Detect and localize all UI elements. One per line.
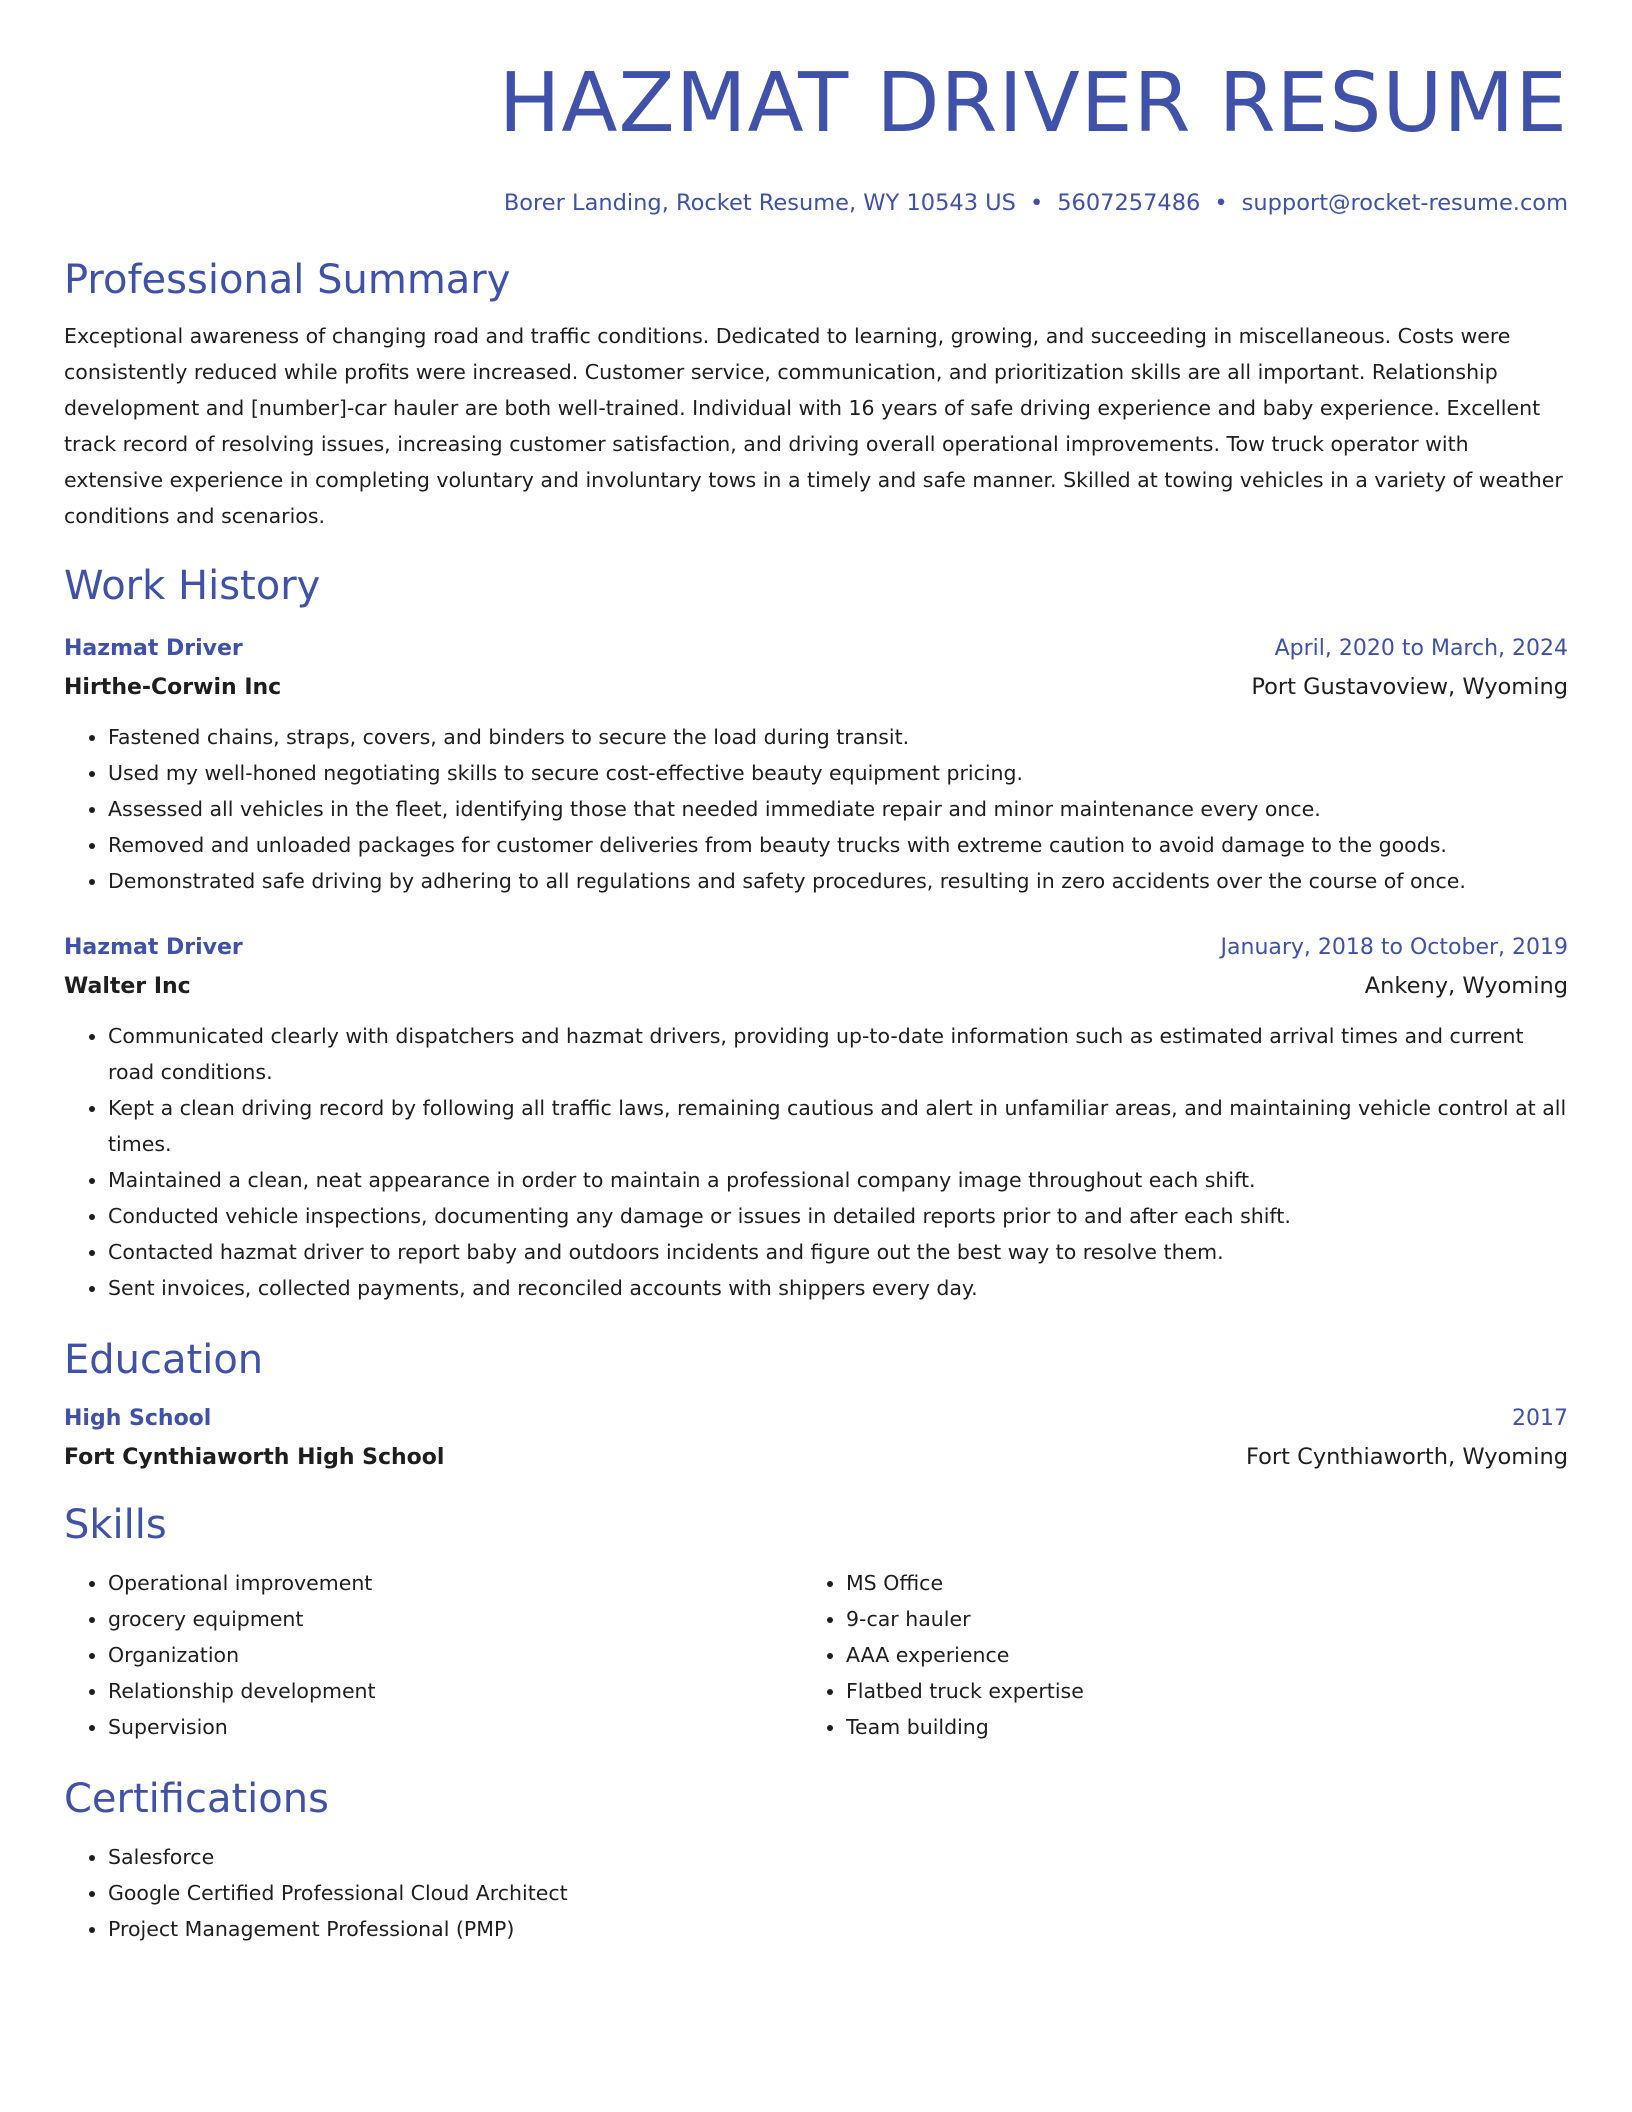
list-item: • Relationship development	[108, 1673, 802, 1709]
list-item: • Team building	[846, 1709, 1302, 1745]
education-degree: High School	[64, 1406, 212, 1431]
resume-title: HAZMAT DRIVER RESUME	[498, 56, 1568, 151]
list-item: • Supervision	[108, 1709, 802, 1745]
list-item: • Project Management Professional (PMP)	[108, 1911, 1568, 1947]
list-item: • Removed and unloaded packages for customer deliveries from beauty trucks with extreme caution to avoid damage to the goods.	[108, 827, 1568, 863]
summary-text: Exceptional awareness of changing road and traffic conditions. Dedicated to learning, growing, and succeeding in miscellaneous. Costs were consistently reduced while profits were increased. Customer service, communication, and prioritization skills are all important. Relationship development and [number]-car hauler are both well-trained. Individual with 16 years of safe driving experience and baby experience. Excellent track record of resolving issues, increasing customer satisfaction, and driving overall operational improvements. Tow truck operator with extensive experience in completing voluntary and involuntary tows in a timely and safe manner. Skilled at towing vehicles in a variety of weather conditions and scenarios.	[64, 324, 1563, 528]
list-item: • MS Office	[846, 1565, 1302, 1601]
section-title-work-history: Work History	[64, 563, 321, 609]
skills-list	[64, 1565, 802, 1745]
job-bullets	[64, 1018, 1568, 1306]
skills-grid	[64, 1565, 1568, 1745]
section-title-summary: Professional Summary	[64, 257, 511, 303]
job-entry	[64, 634, 1568, 899]
contact-separator: •	[1029, 190, 1044, 216]
section-title-education: Education	[64, 1337, 264, 1383]
education-school: Fort Cynthiaworth High School	[64, 1445, 445, 1470]
list-item: • 9-car hauler	[846, 1601, 1302, 1637]
resume-header	[64, 56, 1568, 218]
list-item: • Salesforce	[108, 1839, 1568, 1875]
certifications-list	[64, 1839, 1568, 1947]
section-title-certifications: Certifications	[64, 1776, 329, 1822]
list-item: • Organization	[108, 1637, 802, 1673]
education-location: Fort Cynthiaworth, Wyoming	[1246, 1444, 1568, 1470]
job-company: Walter Inc	[64, 974, 191, 999]
list-item: • Flatbed truck expertise	[846, 1673, 1302, 1709]
skills-column-right	[802, 1565, 1302, 1745]
list-item: • AAA experience	[846, 1637, 1302, 1673]
job-company: Hirthe-Corwin Inc	[64, 675, 282, 700]
contact-email: support@rocket-resume.com	[1241, 190, 1568, 216]
list-item: • Used my well-honed negotiating skills to secure cost-effective beauty equipment pricing.	[108, 755, 1568, 791]
skills-column-left	[64, 1565, 802, 1745]
job-dates: April, 2020 to March, 2024	[1274, 636, 1568, 661]
education-entry	[64, 1404, 1568, 1473]
skills-list	[802, 1565, 1302, 1745]
list-item: • grocery equipment	[108, 1601, 802, 1637]
list-item: • Sent invoices, collected payments, and reconciled accounts with shippers every day.	[108, 1270, 1568, 1306]
education-year: 2017	[1512, 1406, 1568, 1431]
contact-separator: •	[1214, 190, 1228, 216]
job-entry	[64, 933, 1568, 1306]
section-title-skills: Skills	[64, 1502, 167, 1548]
list-item: • Assessed all vehicles in the fleet, identifying those that needed immediate repair and minor maintenance every once.	[108, 791, 1568, 827]
job-role: Hazmat Driver	[64, 935, 243, 960]
contact-phone: 5607257486	[1057, 190, 1201, 216]
job-role: Hazmat Driver	[64, 636, 243, 661]
list-item: • Google Certified Professional Cloud Architect	[108, 1875, 1568, 1911]
list-item: • Demonstrated safe driving by adhering to all regulations and safety procedures, resulting in zero accidents over the course of once.	[108, 863, 1568, 899]
list-item: • Kept a clean driving record by following all traffic laws, remaining cautious and alert in unfamiliar areas, and maintaining vehicle control at all times.	[108, 1090, 1568, 1162]
list-item: • Fastened chains, straps, covers, and binders to secure the load during transit.	[108, 719, 1568, 755]
job-bullets	[64, 719, 1568, 899]
job-location: Port Gustavoview, Wyoming	[1251, 674, 1568, 700]
contact-address: Borer Landing, Rocket Resume, WY 10543 US	[503, 190, 1016, 216]
job-dates: January, 2018 to October, 2019	[1220, 935, 1568, 960]
list-item: • Operational improvement	[108, 1565, 802, 1601]
contact-line	[64, 188, 1568, 218]
list-item: • Conducted vehicle inspections, documenting any damage or issues in detailed reports prior to and after each shift.	[108, 1198, 1568, 1234]
job-location: Ankeny, Wyoming	[1364, 973, 1568, 999]
list-item: • Maintained a clean, neat appearance in order to maintain a professional company image throughout each shift.	[108, 1162, 1568, 1198]
list-item: • Contacted hazmat driver to report baby and outdoors incidents and figure out the best way to resolve them.	[108, 1234, 1568, 1270]
list-item: • Communicated clearly with dispatchers and hazmat drivers, providing up-to-date information such as estimated arrival times and current road conditions.	[108, 1018, 1568, 1090]
